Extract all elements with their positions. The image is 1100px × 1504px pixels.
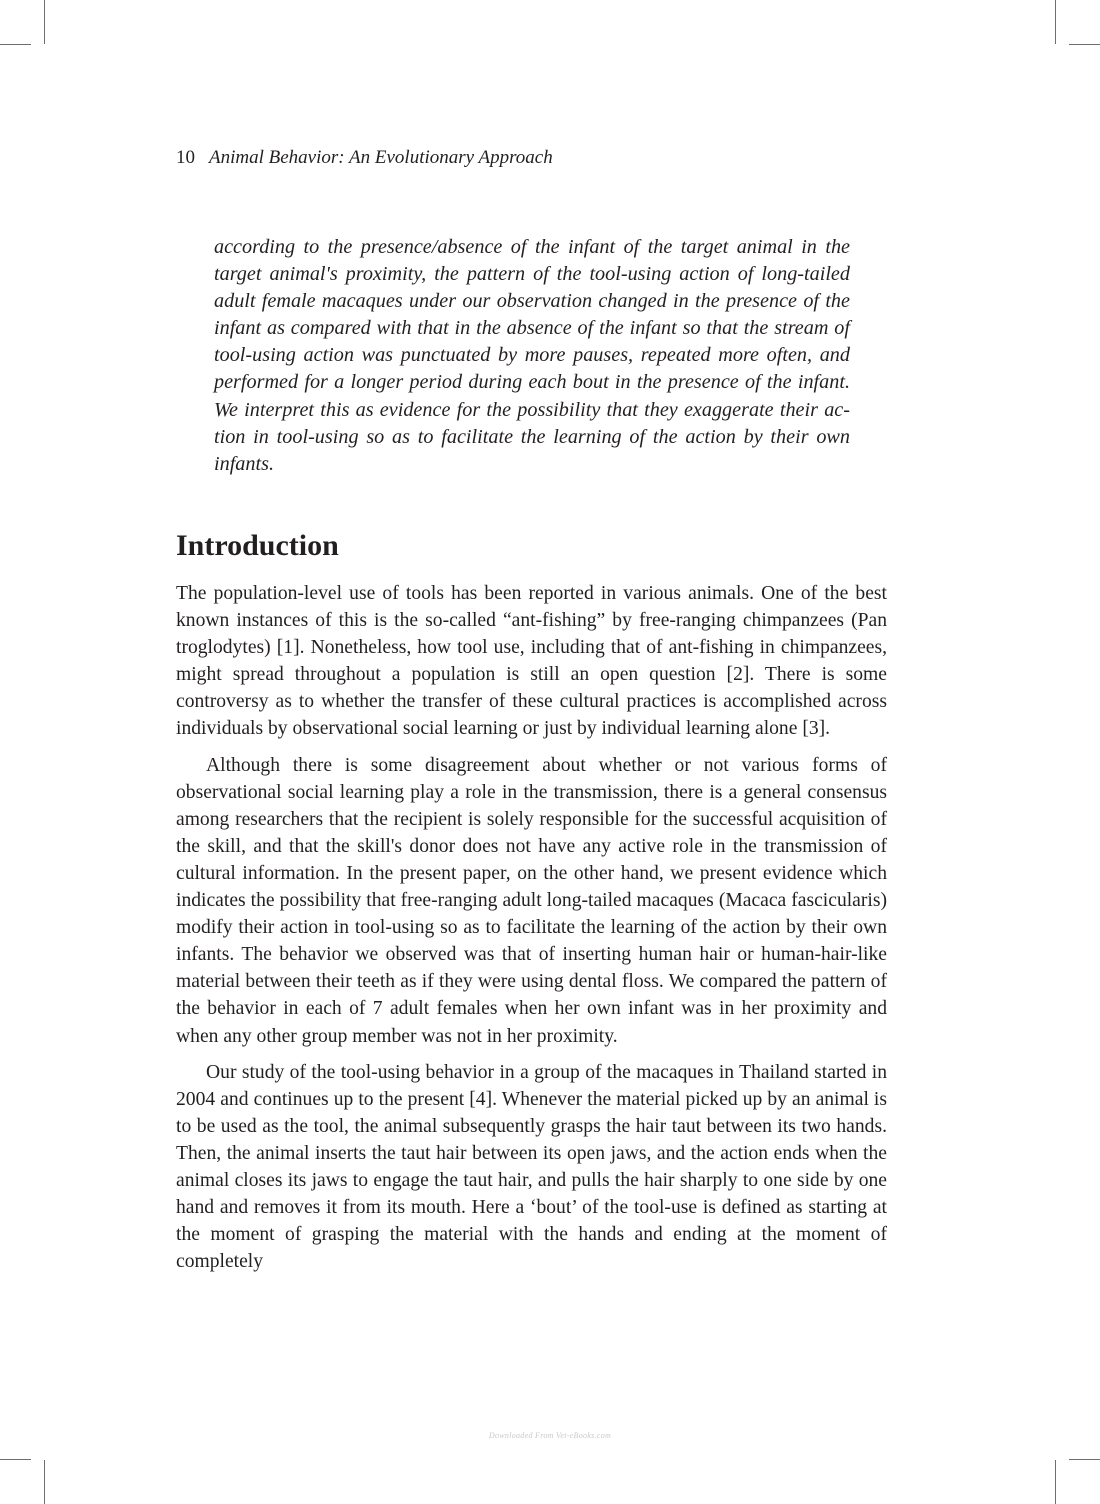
crop-mark bbox=[0, 44, 31, 45]
body-paragraph: Although there is some disagreement about whether or not various forms of observational social learning play a role in the transmission, there is a general consensus among researchers that the recipient is solely responsible for the successful acquisition of the skill, and that the skill's donor does not have any active role in the transmission of cultural information. In the present paper, on the other hand, we present evidence which indicates the possibility that free-ranging adult long-tailed macaques (Macaca fascicularis) modify their action in tool-using so as to facilitate the learning of the action by their own infants. The behavior we observed was that of inserting human hair or human-hair-like material between their teeth as if they were using dental floss. We compared the pattern of the behavior in each of 7 adult females when her own infant was in her proximity and when any other group member was not in her proximity. bbox=[176, 754, 887, 1047]
section-heading: Introduction bbox=[176, 529, 339, 562]
body-paragraph: The population-level use of tools has been reported in various animals. One of the best known instances of this is the so-called “ant-fishing” by free-ranging chimpanzees (Pan troglodytes) [1]. Nonetheless, how tool use, including that of ant-fishing in chimpanzees, might spread throughout a population is still an open question [2]. There is some controversy as to whether the transfer of these cultural practices is accomplished across individuals by observational social learning or just by individual learning alone [3]. bbox=[176, 583, 887, 740]
running-head bbox=[176, 145, 553, 171]
crop-mark bbox=[1069, 44, 1100, 45]
crop-mark bbox=[1055, 0, 1056, 44]
abstract-text: according to the presence/absence of the infant of the target animal in the target animal's proximity, the pattern of the tool-using action of long-tailed adult female macaques under our observation changed in the presence of the infant as compared with that in the absence of the infant so that the stream of tool-using action was punctuated by more pauses, repeated more often, and performed for a longer period during each bout in the presence of the infant. We interpret this as evidence for the possibility that they exaggerate their action in tool-using so as to facilitate the learning of the action by their own infants. bbox=[214, 236, 850, 475]
crop-mark bbox=[1055, 1460, 1056, 1504]
page-number: 10 bbox=[176, 147, 195, 168]
crop-mark bbox=[0, 1459, 31, 1460]
crop-mark bbox=[1069, 1459, 1100, 1460]
book-title: Animal Behavior: An Evolutionary Approach bbox=[209, 147, 553, 168]
crop-mark bbox=[44, 0, 45, 44]
body-paragraph: Our study of the tool-using behavior in a group of the macaques in Thailand started in 2004 and continues up to the present [4]. Whenever the material picked up by an animal is to be used as the tool, the animal subsequently grasps the hair taut between its two hands. Then, the animal inserts the taut hair between its open jaws, and the action ends when the animal closes its jaws to engage the taut hair, and pulls the hair sharply to one side by one hand and removes it from its mouth. Here a ‘bout’ of the tool-use is defined as starting at the moment of grasping the material with the hands and ending at the moment of completely bbox=[176, 1061, 887, 1273]
watermark: Downloaded From Vet-eBooks.com bbox=[488, 1431, 612, 1440]
section-body bbox=[176, 580, 887, 1284]
crop-mark bbox=[44, 1460, 45, 1504]
